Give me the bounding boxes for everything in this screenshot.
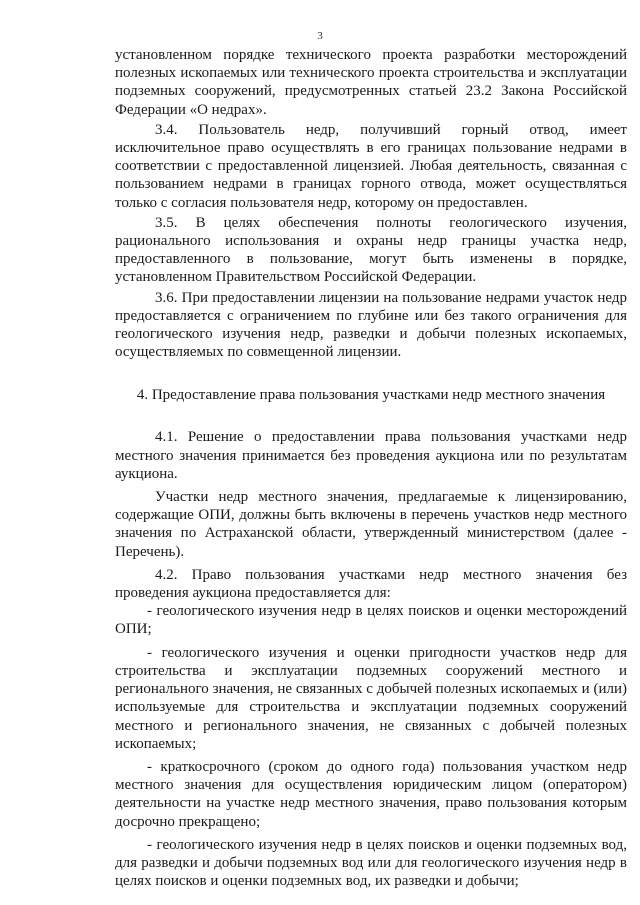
page-number: 3: [317, 30, 323, 42]
paragraph-continuation: установленном порядке технического проекта разработки месторождений полезных ископаемых или технического проекта строительства и эксплуатации подземных сооружений, предусмотренных статьей 23.2 Закона Российской Федерации «О недрах».: [115, 47, 627, 118]
paragraph-4-1: 4.1. Решение о предоставлении права пользования участками недр местного значения принимается без проведения аукциона или по результатам аукциона.: [115, 429, 627, 482]
paragraph-4-1-b: Участки недр местного значения, предлагаемые к лицензированию, содержащие ОПИ, должны быть включены в перечень участков недр местного значения по Астраханской области, утвержденный министерством (далее - Перечень).: [115, 489, 627, 560]
paragraph-3-4: 3.4. Пользователь недр, получивший горный отвод, имеет исключительное право осуществлять в его границах пользование недрами в соответствии с предоставленной лицензией. Любая деятельность, связанная с пользованием недрами в границах горного отвода, может осуществляться только с согласия пользователя недр, которому он предоставлен.: [115, 121, 627, 211]
section-4-heading: 4. Предоставление права пользования участками недр местного значения: [136, 387, 606, 404]
list-item: - краткосрочного (сроком до одного года) пользования участком недр местного значения для осуществления юридическим лицом (оператором) деятельности на участке недр местного значения, право пользования которым досрочно прекращено;: [115, 758, 627, 830]
list-item: - геологического изучения и оценки пригодности участков недр для строительства и эксплуатации подземных сооружений местного и регионального значения, не связанных с добычей полезных ископаемых и (или) используемые для строительства и эксплуатации подземных сооружений местного и регионального значения, не связанных с добычей полезных ископаемых;: [115, 644, 627, 752]
list-4-2: [115, 602, 627, 890]
list-item: - геологического изучения недр в целях поисков и оценки подземных вод, для разведки и добычи подземных вод или для геологического изучения недр в целях поисков и оценки подземных вод, их разведки и добычи;: [115, 836, 627, 890]
paragraph-3-5: 3.5. В целях обеспечения полноты геологического изучения, рационального использования и охраны недр границы участка недр, предоставленного в пользование, могут быть изменены в порядке, установленном Правительством Российской Федерации.: [115, 214, 627, 286]
list-item: - геологического изучения недр в целях поисков и оценки месторождений ОПИ;: [115, 603, 627, 638]
paragraph-4-2: 4.2. Право пользования участками недр местного значения без проведения аукциона предоставляется для:: [115, 566, 627, 602]
paragraph-3-6: 3.6. При предоставлении лицензии на пользование недрами участок недр предоставляется с ограничением по глубине или без такого ограничения для геологического изучения недр, разведки и добычи полезных ископаемых, осуществляемых по совмещенной лицензии.: [115, 289, 627, 361]
document-body: [115, 46, 627, 890]
